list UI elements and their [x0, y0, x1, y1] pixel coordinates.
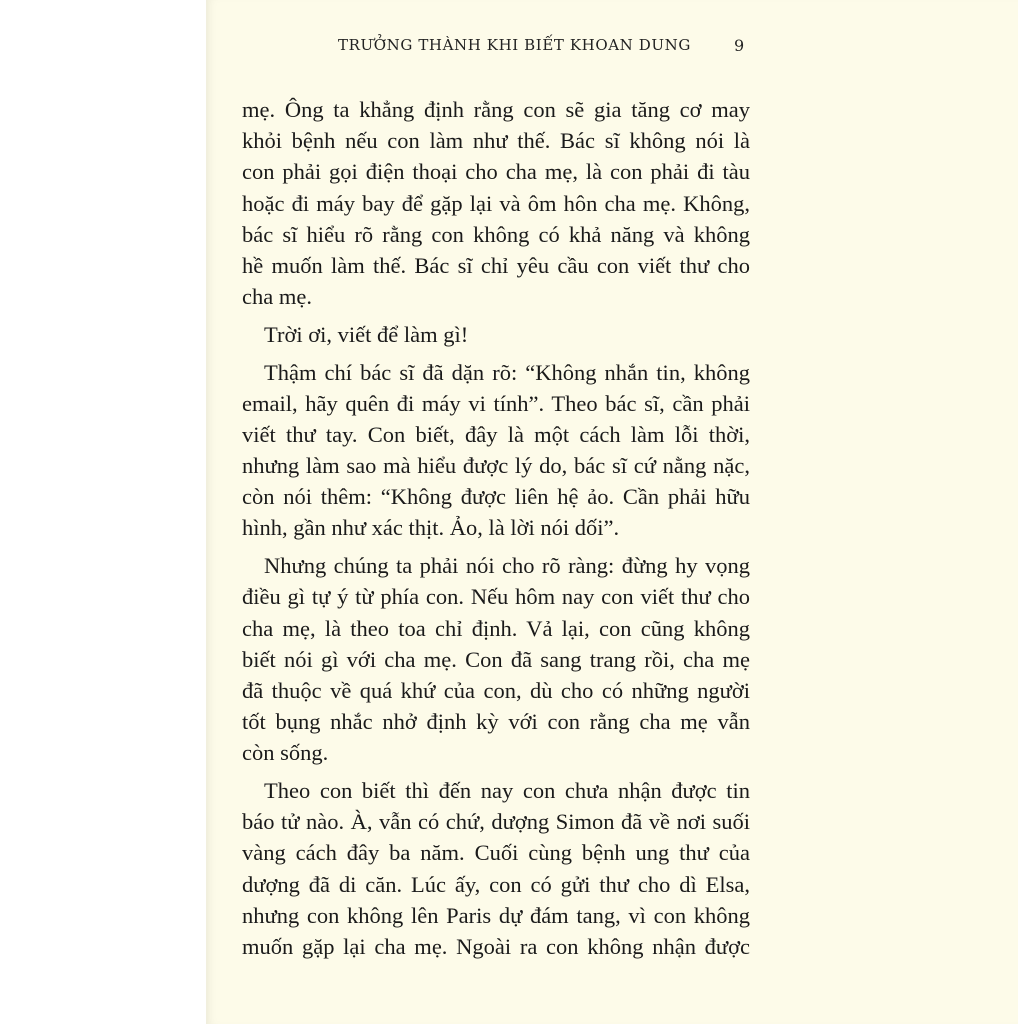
text-line: Nhưng chúng ta phải nói cho rõ ràng: đừng hy vọng [264, 553, 750, 579]
text-line: hề muốn làm thế. Bác sĩ chỉ yêu cầu con viết thư cho [242, 252, 750, 278]
text-line: còn sống. [242, 740, 329, 766]
page-number: 9 [734, 36, 745, 55]
text-line: vàng cách đây ba năm. Cuối cùng bệnh ung thư của [242, 840, 750, 866]
text-line: Theo con biết thì đến nay con chưa nhận được tin [264, 777, 750, 803]
text-line: bác sĩ hiểu rõ rằng con không có khả năng và không [242, 221, 750, 247]
text-line: viết thư tay. Con biết, đây là một cách làm lỗi thời, [242, 421, 750, 447]
text-line: biết nói gì với cha mẹ. Con đã sang trang rồi, cha mẹ [242, 646, 750, 672]
text-line: dượng đã di căn. Lúc ấy, con có gửi thư cho dì Elsa, [242, 871, 750, 897]
text-line: hình, gần như xác thịt. Ảo, là lời nói dối”. [242, 515, 620, 541]
paragraph [242, 319, 750, 350]
text-line: nhưng con không lên Paris dự đám tang, vì con không [242, 902, 750, 928]
text-line: tốt bụng nhắc nhở định kỳ với con rằng cha mẹ vẫn [242, 709, 750, 735]
paragraph [242, 775, 750, 962]
text-line: nhưng làm sao mà hiểu được lý do, bác sĩ cứ nằng nặc, [242, 453, 750, 479]
text-line: cha mẹ, là theo toa chỉ định. Vả lại, con cũng không [242, 615, 750, 641]
text-line: điều gì tự ý từ phía con. Nếu hôm nay con viết thư cho [242, 584, 750, 610]
paragraph [242, 94, 750, 312]
running-head: TRƯỞNG THÀNH KHI BIẾT KHOAN DUNG [338, 36, 691, 54]
text-line: báo tử nào. À, vẫn có chứ, dượng Simon đã về nơi suối [242, 809, 750, 835]
text-line: còn nói thêm: “Không được liên hệ ảo. Cần phải hữu [242, 484, 750, 510]
paragraph [242, 550, 750, 768]
text-line: con phải gọi điện thoại cho cha mẹ, là con phải đi tàu [242, 159, 750, 185]
page-body [242, 94, 750, 962]
book-page [206, 0, 1018, 1024]
text-line: muốn gặp lại cha mẹ. Ngoài ra con không nhận được [242, 933, 750, 959]
text-line: Thậm chí bác sĩ đã dặn rõ: “Không nhắn tin, không [264, 359, 750, 385]
text-line: mẹ. Ông ta khẳng định rằng con sẽ gia tăng cơ may [242, 97, 750, 122]
text-line: cha mẹ. [242, 284, 312, 310]
text-line: đã thuộc về quá khứ của con, dù cho có những người [242, 677, 750, 703]
paragraph [242, 357, 750, 544]
text-line: Trời ơi, viết để làm gì! [264, 321, 469, 347]
text-line: hoặc đi máy bay để gặp lại và ôm hôn cha mẹ. Không, [242, 190, 750, 216]
text-line: email, hãy quên đi máy vi tính”. Theo bác sĩ, cần phải [242, 390, 750, 416]
text-line: khỏi bệnh nếu con làm như thế. Bác sĩ không nói là [242, 128, 750, 154]
